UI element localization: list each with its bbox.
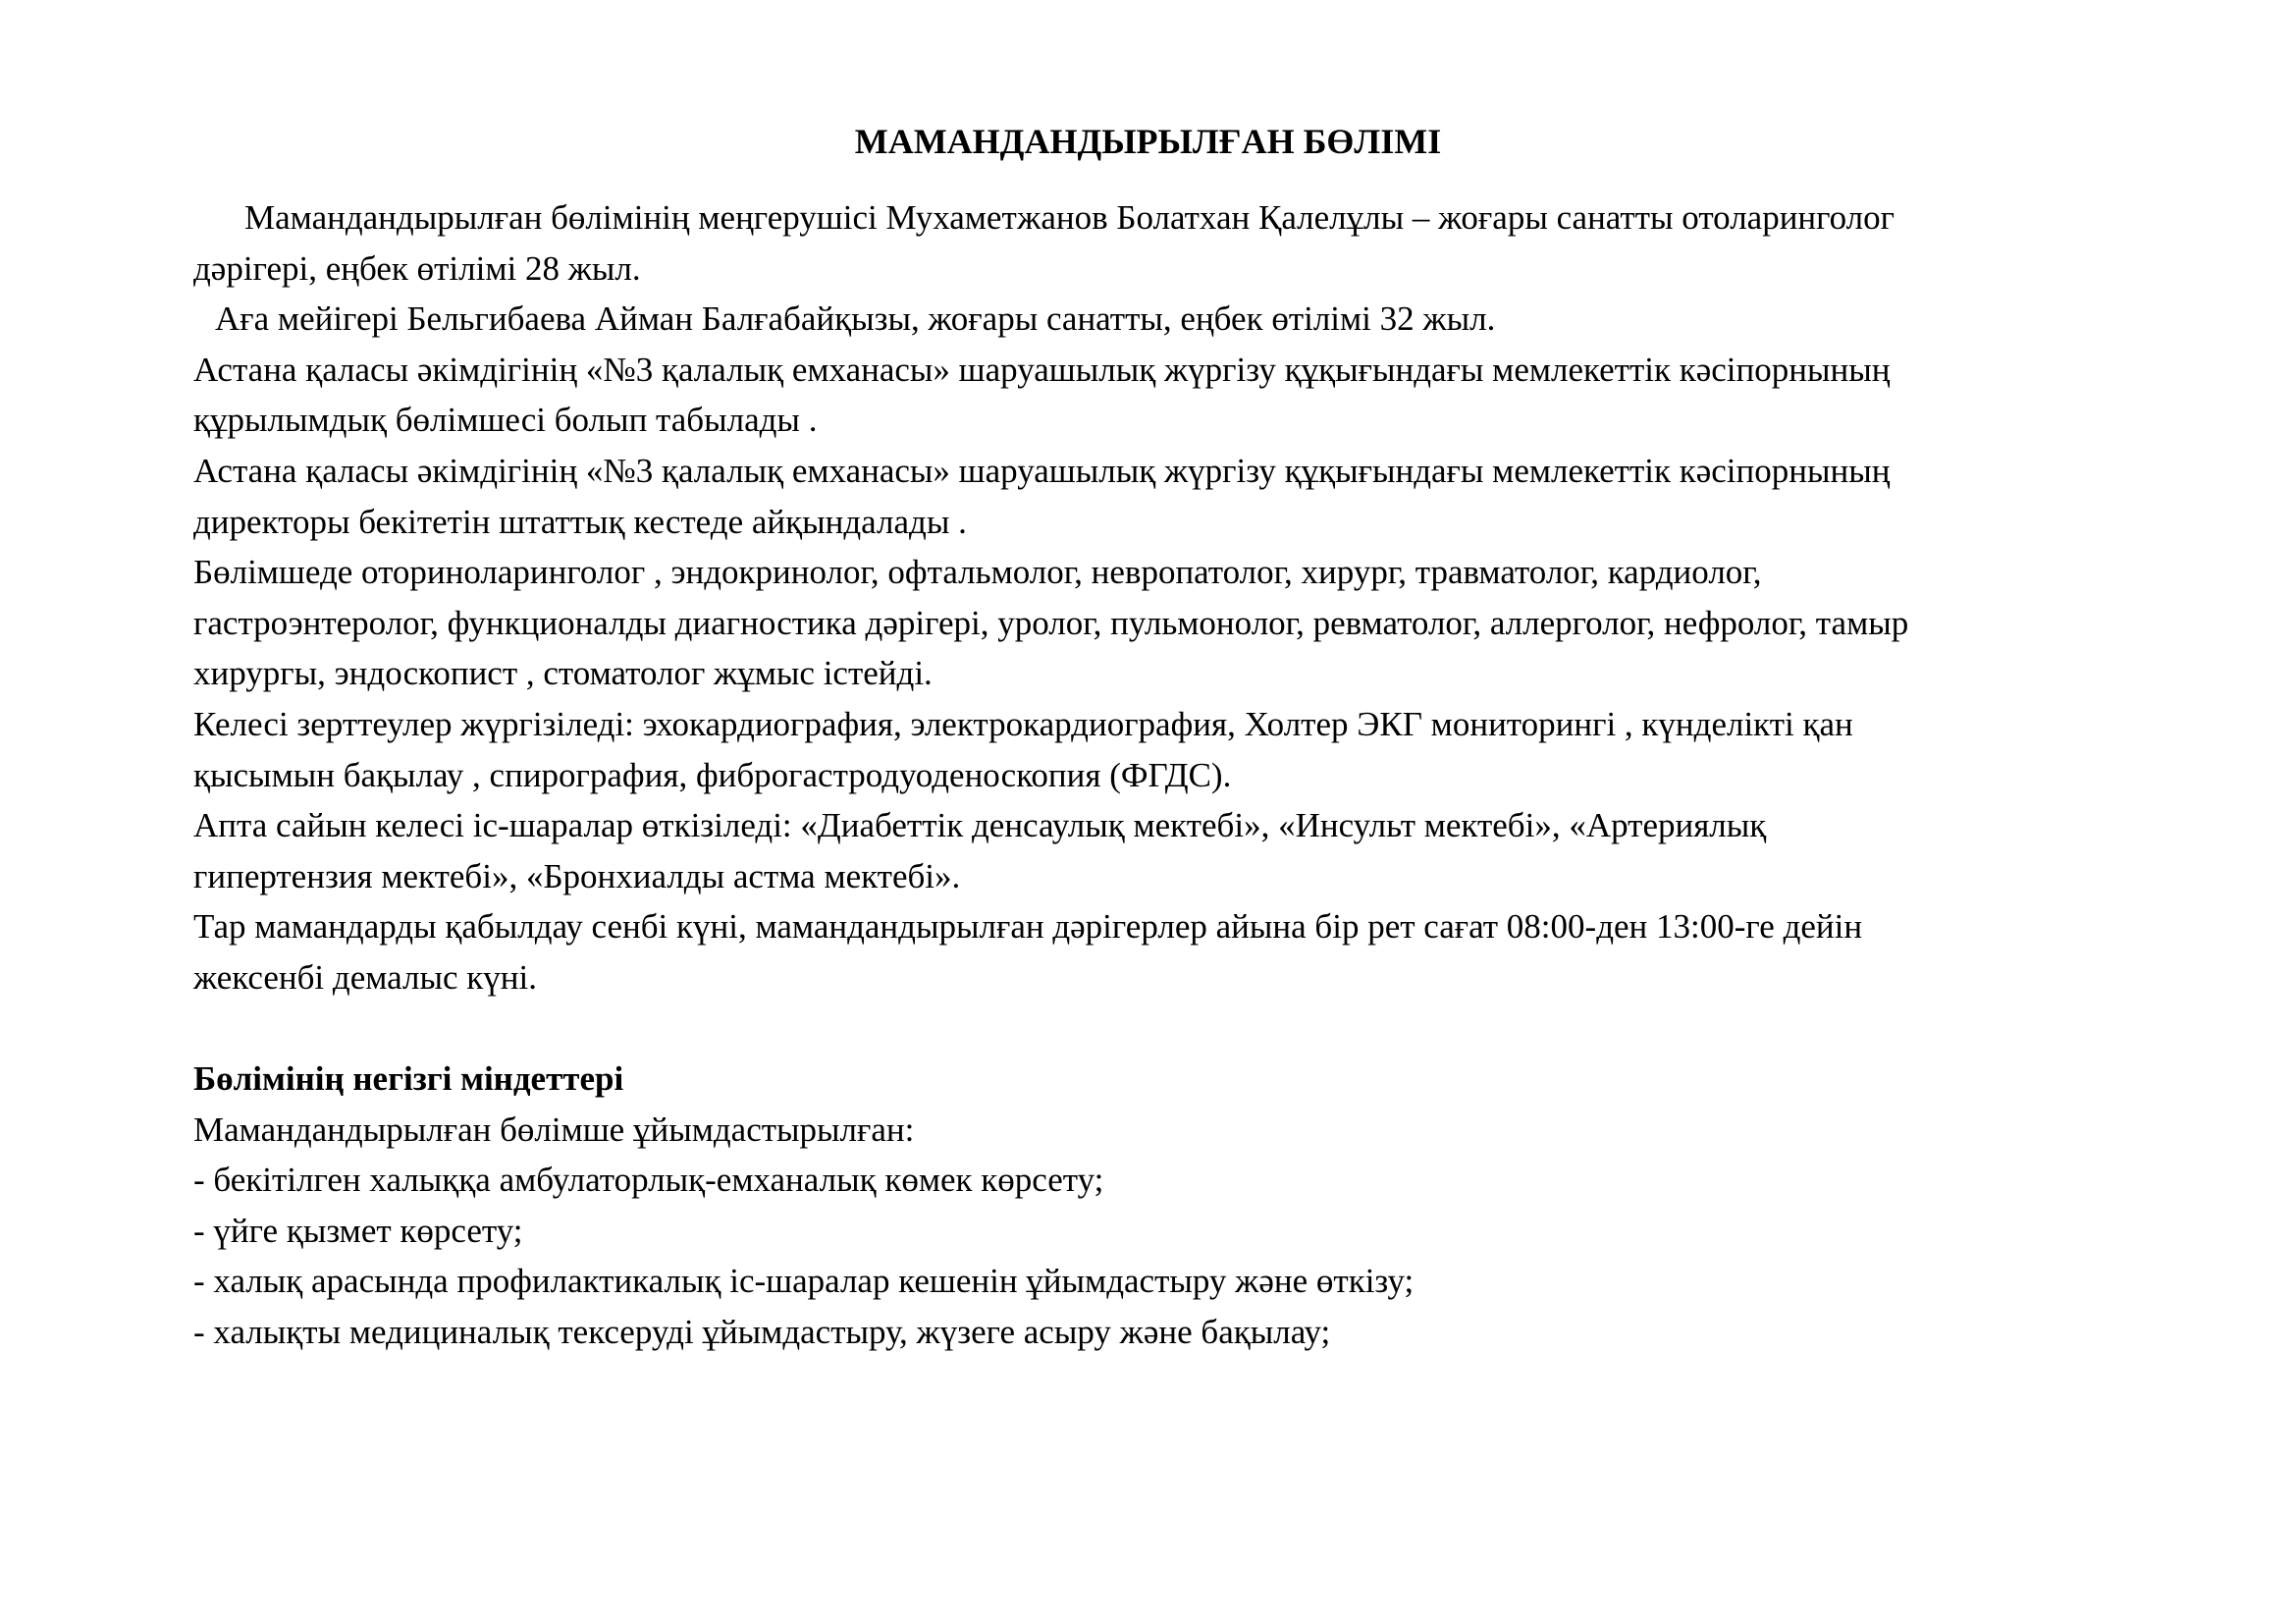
paragraph-schools-line: гипертензия мектебі», «Бронхиалды астма мектебі». bbox=[193, 856, 961, 895]
page-title: МАМАНДАНДЫРЫЛҒАН БӨЛІМІ bbox=[854, 122, 1442, 161]
paragraph-staffing-line: директоры бекітетін штаттық кестеде айқындалады . bbox=[193, 502, 967, 541]
paragraph-specialists-line: гастроэнтеролог, функционалды диагностика дәрігері, уролог, пульмонолог, ревматолог, аллерголог, нефролог, тамыр bbox=[193, 603, 1909, 642]
paragraph-status-line: құрылымдық бөлімшесі болып табылады . bbox=[193, 401, 818, 440]
paragraph-schedule-line: жексенбі демалыс күні. bbox=[193, 957, 537, 997]
section-intro: Мамандандырылған бөлімше ұйымдастырылған: bbox=[193, 1110, 915, 1149]
list-item: - халықты медициналық тексеруді ұйымдастыру, жүзеге асыру және бақылау; bbox=[193, 1313, 1331, 1352]
paragraph-head-line: Мамандандырылған бөлімінің меңгерушісі Мухаметжанов Болатхан Қалелұлы – жоғары санатты отоларинголог bbox=[244, 198, 1896, 237]
paragraph-staffing-line: Астана қаласы әкімдігінің «№3 қалалық емханасы» шаруашылық жүргізу құқығындағы мемлекеттік кәсіпорнының bbox=[193, 451, 1891, 490]
paragraph-status-line: Астана қаласы әкімдігінің «№3 қалалық емханасы» шаруашылық жүргізу құқығындағы мемлекеттік кәсіпорнының bbox=[193, 350, 1891, 389]
document-body bbox=[193, 192, 2176, 1358]
paragraph-schedule-line: Тар мамандарды қабылдау сенбі күні, мамандандырылған дәрігерлер айына бір рет сағат 08:00-ден 13:00-ге дейін bbox=[193, 907, 1863, 947]
paragraph-head-line: дәрігері, еңбек өтілімі 28 жыл. bbox=[193, 248, 641, 288]
paragraph-studies-line: қысымын бақылау , спирография, фиброгастродуоденоскопия (ФГДС). bbox=[193, 755, 1232, 794]
paragraph-studies-line: Келесі зерттеулер жүргізіледі: эхокардиография, электрокардиография, Холтер ЭКГ мониторингі , күнделікті қан bbox=[193, 704, 1853, 743]
paragraph-senior-nurse: Аға мейігері Бельгибаева Айман Балғабайқызы, жоғары санатты, еңбек өтілімі 32 жыл. bbox=[215, 299, 1496, 339]
spacer bbox=[193, 1003, 2176, 1055]
list-item: - халық арасында профилактикалық іс-шаралар кешенін ұйымдастыру және өткізу; bbox=[193, 1262, 1415, 1301]
list-item: - бекітілген халыққа амбулаторлық-емханалық көмек көрсету; bbox=[193, 1161, 1104, 1200]
paragraph-schools-line: Апта сайын келесі іс-шаралар өткізіледі: «Диабеттік денсаулық мектебі», «Инсульт мектебі», «Артериялық bbox=[193, 806, 1767, 845]
list-item: - үйге қызмет көрсету; bbox=[193, 1211, 523, 1250]
paragraph-specialists-line: хирургы, эндоскопист , стоматолог жұмыс істейді. bbox=[193, 654, 933, 693]
section-heading: Бөлімінің негізгі міндеттері bbox=[193, 1059, 624, 1099]
paragraph-specialists-line: Бөлімшеде оториноларинголог , эндокринолог, офтальмолог, невропатолог, хирург, травматолог, кардиолог, bbox=[193, 553, 1762, 592]
